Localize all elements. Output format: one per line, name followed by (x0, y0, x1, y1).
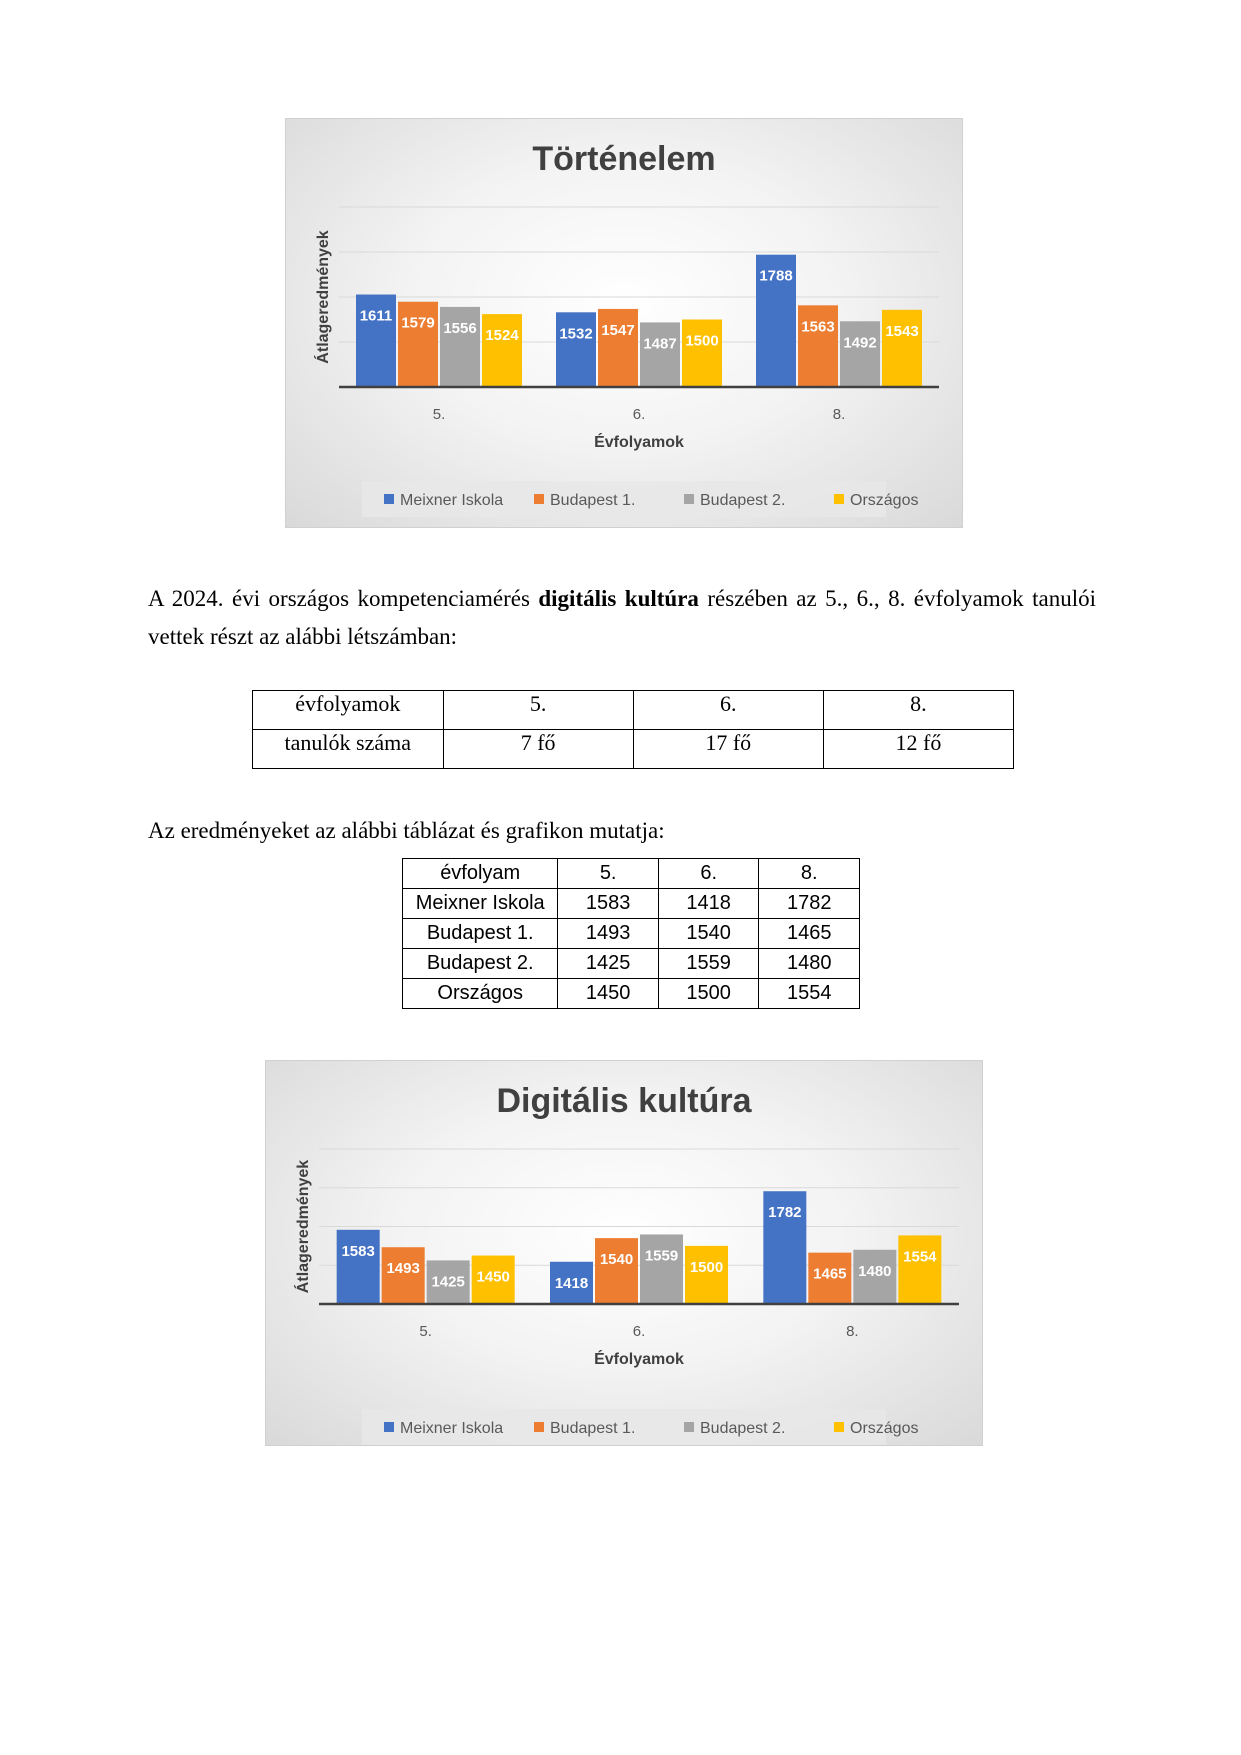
table-cell: 12 fő (823, 730, 1013, 769)
data-label: 1559 (644, 1247, 679, 1265)
table-cell: Budapest 2. (403, 949, 558, 979)
data-label: 1554 (903, 1248, 937, 1266)
chart-title: Digitális kultúra (496, 1082, 752, 1120)
bar (640, 322, 680, 387)
table-cell: Országos (403, 979, 558, 1009)
x-axis-title: Évfolyamok (594, 1351, 684, 1368)
data-label: 1487 (643, 335, 677, 353)
bar (898, 1235, 941, 1304)
table-cell: 7 fő (443, 730, 633, 769)
data-label: 1492 (843, 334, 877, 352)
table-cell: 1554 (759, 979, 860, 1009)
table-cell: évfolyam (403, 859, 558, 889)
table-cell: 1540 (658, 919, 759, 949)
bar (482, 314, 522, 387)
legend-entry: Meixner Iskola (400, 492, 504, 509)
x-tick-label: 8. (846, 1323, 859, 1340)
table-cell: 6. (633, 691, 823, 730)
table-cell: 5. (443, 691, 633, 730)
table-cell: Budapest 1. (403, 919, 558, 949)
legend-entry: Országos (850, 1420, 919, 1437)
data-label: 1500 (685, 332, 719, 350)
table-row (253, 730, 1014, 769)
x-axis-title: Évfolyamok (594, 434, 684, 451)
y-axis-title: Átlageredmények (295, 1159, 312, 1294)
x-tick-label: 6. (632, 1323, 646, 1340)
y-axis-title: Átlageredmények (315, 230, 332, 364)
table-row (403, 949, 860, 979)
data-label: 1425 (431, 1273, 465, 1291)
table-cell: 1493 (558, 919, 659, 949)
intro-text-start: A 2024. évi országos kompetenciamérés (148, 586, 539, 611)
x-tick-label: 6. (632, 406, 646, 423)
x-tick-label: 5. (432, 406, 446, 423)
legend-swatch (684, 494, 694, 504)
table-cell: 8. (823, 691, 1013, 730)
data-label: 1524 (485, 327, 519, 345)
data-label: 1450 (476, 1268, 510, 1286)
legend-swatch (834, 494, 844, 504)
table-cell: 1450 (558, 979, 659, 1009)
participants-table (252, 690, 1014, 769)
legend-entry: Országos (850, 492, 919, 509)
legend-swatch (534, 494, 544, 504)
data-label: 1782 (768, 1204, 802, 1222)
legend-entry: Budapest 2. (700, 492, 786, 509)
chart-digitalis-kultura (265, 1060, 983, 1446)
bar (595, 1238, 638, 1304)
legend-entry: Budapest 1. (550, 1420, 636, 1437)
data-label: 1547 (601, 321, 635, 339)
intro-text-bold: digitális kultúra (538, 586, 699, 611)
table-row (403, 979, 860, 1009)
data-label: 1556 (443, 319, 477, 337)
data-label: 1532 (559, 325, 593, 343)
table-cell: 1782 (759, 889, 860, 919)
table-cell: 8. (759, 859, 860, 889)
data-label: 1418 (554, 1274, 589, 1292)
table-row (403, 859, 860, 889)
chart-tortenelem (285, 118, 963, 528)
legend-swatch (684, 1422, 694, 1432)
data-label: 1500 (689, 1258, 724, 1276)
table-row (253, 691, 1014, 730)
x-tick-label: 5. (419, 1323, 432, 1340)
legend-entry: Budapest 2. (700, 1420, 786, 1437)
legend-entry: Budapest 1. (550, 492, 636, 509)
data-label: 1611 (359, 307, 393, 325)
bar (882, 310, 922, 387)
bar (640, 1234, 683, 1304)
intro-paragraph (148, 580, 1096, 656)
table-row (403, 919, 860, 949)
data-label: 1583 (341, 1242, 375, 1260)
bar (840, 321, 880, 387)
data-label: 1465 (813, 1265, 847, 1283)
bar (556, 312, 596, 387)
table-cell: 5. (558, 859, 659, 889)
results-table (402, 858, 860, 1009)
table-cell: 1418 (658, 889, 759, 919)
table-cell: 17 fő (633, 730, 823, 769)
data-label: 1543 (885, 322, 919, 340)
legend-swatch (384, 1422, 394, 1432)
table-cell: 1425 (558, 949, 659, 979)
legend-swatch (534, 1422, 544, 1432)
table-row (403, 889, 860, 919)
data-label: 1540 (599, 1251, 634, 1269)
legend-entry: Meixner Iskola (400, 1420, 504, 1437)
bar (337, 1230, 380, 1304)
chart-tortenelem-svg (286, 119, 962, 527)
data-label: 1788 (759, 267, 793, 285)
table-cell: 1465 (759, 919, 860, 949)
chart-title: Történelem (532, 140, 716, 178)
data-label: 1480 (858, 1262, 892, 1280)
bar (682, 320, 722, 388)
legend-swatch (384, 494, 394, 504)
table-cell: tanulók száma (253, 730, 444, 769)
legend-swatch (834, 1422, 844, 1432)
chart-digitalis-kultura-svg (266, 1061, 982, 1445)
table-cell: 6. (658, 859, 759, 889)
bar (598, 309, 638, 387)
data-label: 1493 (386, 1260, 420, 1278)
table-cell: 1480 (759, 949, 860, 979)
intro-text-end: részében az 5., 6., 8. évfolyamok tanulói vettek részt az alábbi létszámban: (148, 586, 1096, 649)
results-paragraph: Az eredményeket az alábbi táblázat és grafikon mutatja: (148, 818, 665, 843)
data-label: 1579 (401, 314, 435, 332)
table-cell: 1559 (658, 949, 759, 979)
table-cell: Meixner Iskola (403, 889, 558, 919)
data-label: 1563 (801, 318, 835, 336)
table-cell: 1500 (658, 979, 759, 1009)
table-cell: évfolyamok (253, 691, 444, 730)
x-tick-label: 8. (832, 406, 846, 423)
table-cell: 1583 (558, 889, 659, 919)
